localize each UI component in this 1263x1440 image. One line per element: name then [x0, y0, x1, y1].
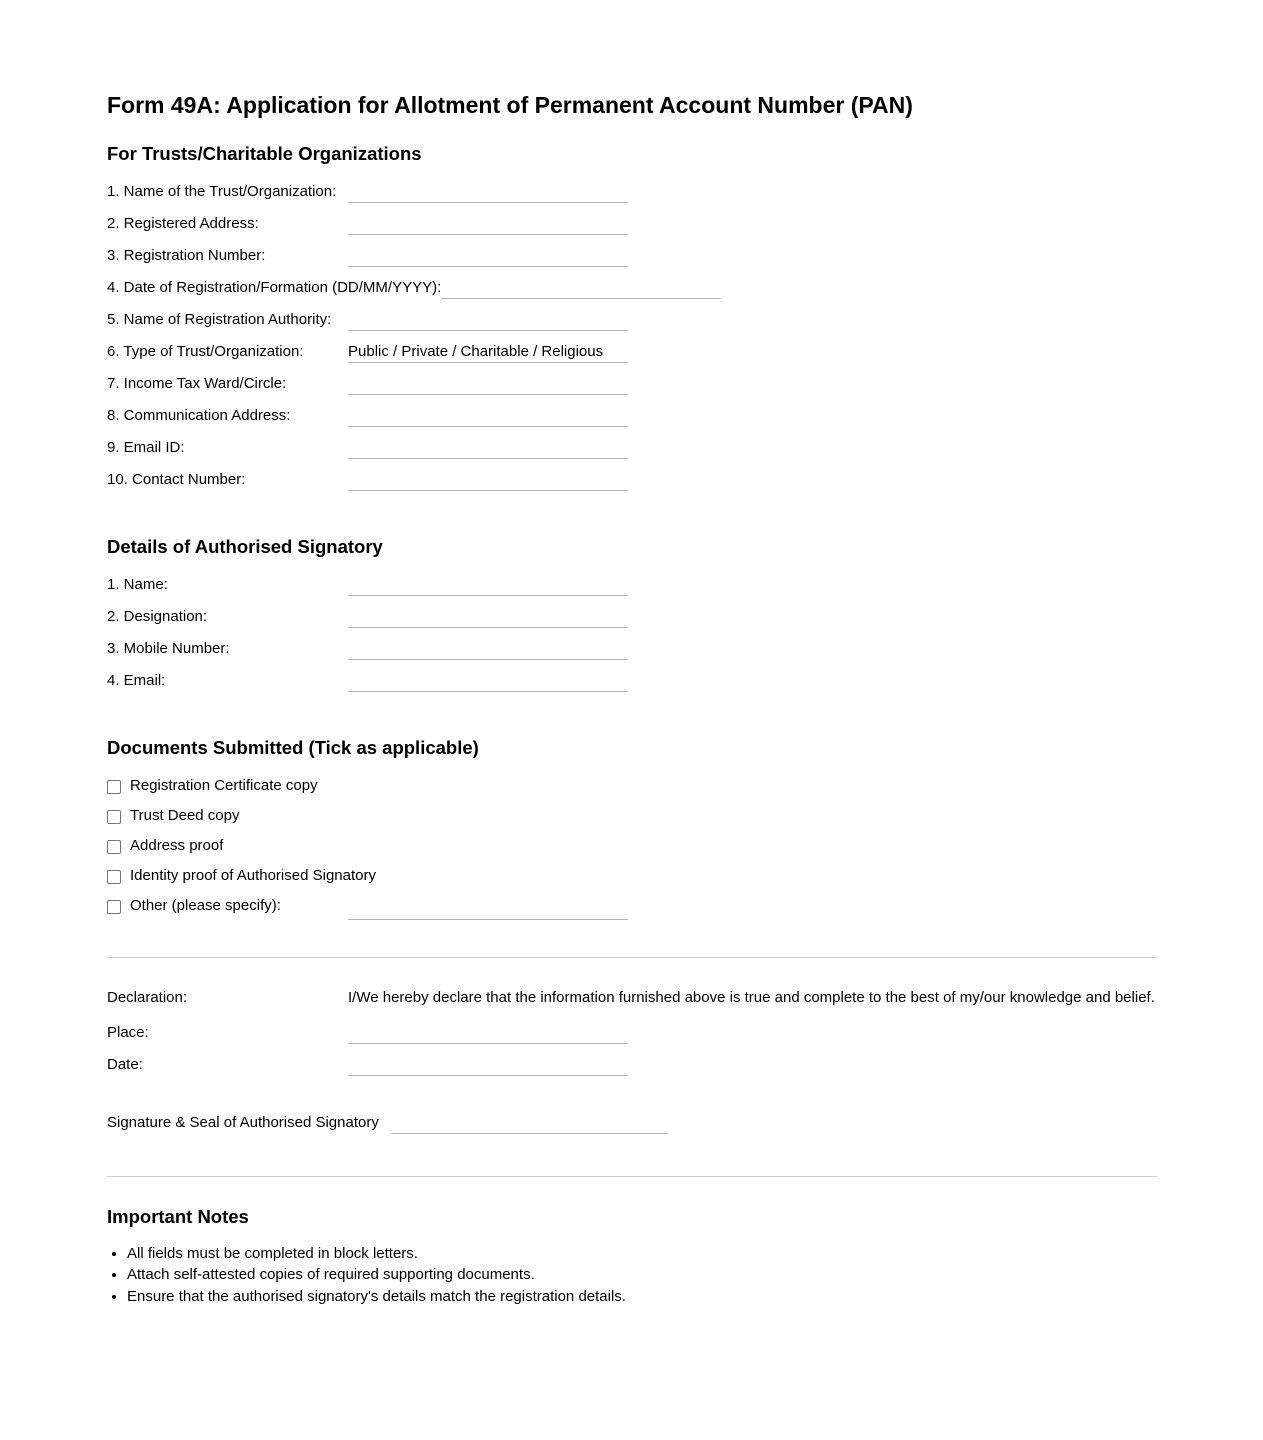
contact-number-input-line[interactable] [348, 469, 628, 491]
documents-section-heading: Documents Submitted (Tick as applicable) [107, 737, 479, 758]
other-specify-input-line[interactable] [348, 898, 628, 920]
signature-input-line[interactable] [391, 1112, 668, 1134]
registration-date-input-line[interactable] [441, 277, 721, 299]
signatory-mobile-input-line[interactable] [348, 638, 628, 660]
field-label: 2. Registered Address: [107, 215, 259, 232]
registration-number-input-line[interactable] [348, 245, 628, 267]
field-row-signatory-designation [107, 606, 1157, 628]
checkbox-row-other [107, 895, 1157, 920]
field-row-registered-address [107, 213, 1157, 235]
signatory-designation-input-line[interactable] [348, 606, 628, 628]
trust-type-options-line[interactable]: Public / Private / Charitable / Religious [348, 341, 628, 363]
checkbox-row-trust-deed [107, 805, 1157, 826]
signatory-email-input-line[interactable] [348, 670, 628, 692]
divider-line [107, 957, 1157, 958]
field-label: 9. Email ID: [107, 439, 185, 456]
field-row-communication-address [107, 405, 1157, 427]
registered-address-input-line[interactable] [348, 213, 628, 235]
field-label: 2. Designation: [107, 608, 208, 625]
field-label: 5. Name of Registration Authority: [107, 311, 332, 328]
divider-line [107, 1176, 1157, 1177]
place-input-line[interactable] [348, 1022, 628, 1044]
field-row-signature [107, 1112, 1157, 1134]
field-row-registration-number [107, 245, 1157, 267]
checkbox-label: Address proof [130, 837, 224, 854]
trust-name-input-line[interactable] [348, 181, 628, 203]
declaration-text: I/We hereby declare that the information furnished above is true and complete to the best of my/our knowledge and belief. [348, 988, 1155, 1006]
field-row-trust-name [107, 181, 1157, 203]
field-label: Date: [107, 1055, 143, 1073]
note-item: • Attach self-attested copies of required supporting documents. [127, 1264, 1157, 1286]
notes-section-heading: Important Notes [107, 1205, 249, 1227]
field-label: 3. Registration Number: [107, 247, 266, 264]
field-row-email-id [107, 437, 1157, 459]
field-label: 1. Name of the Trust/Organization: [107, 183, 337, 200]
checkbox-row-address-proof [107, 835, 1157, 856]
checkbox-row-registration-certificate [107, 775, 1157, 796]
field-row-signatory-email [107, 670, 1157, 692]
field-row-place [107, 1022, 1157, 1044]
field-row-date [107, 1054, 1157, 1076]
field-label: 7. Income Tax Ward/Circle: [107, 375, 287, 392]
note-item: • All fields must be completed in block letters. [127, 1243, 1157, 1265]
declaration-label: Declaration: [107, 988, 188, 1006]
field-label: 10. Contact Number: [107, 471, 246, 488]
form-subtitle: For Trusts/Charitable Organizations [107, 143, 422, 164]
checkbox-label: Registration Certificate copy [130, 777, 318, 794]
field-row-registration-authority [107, 309, 1157, 331]
field-label: 6. Type of Trust/Organization: [107, 343, 304, 360]
field-label: 4. Email: [107, 672, 166, 689]
field-row-signatory-name [107, 574, 1157, 596]
field-row-tax-ward [107, 373, 1157, 395]
field-row-registration-date [107, 277, 1157, 299]
form-title: Form 49A: Application for Allotment of Permanent Account Number (PAN) [107, 92, 913, 118]
other-document-checkbox[interactable] [107, 900, 121, 914]
email-id-input-line[interactable] [348, 437, 628, 459]
checkbox-label: Trust Deed copy [130, 807, 240, 824]
note-item: • Ensure that the authorised signatory's details match the registration details. [127, 1286, 1157, 1308]
registration-certificate-checkbox[interactable] [107, 780, 121, 794]
identity-proof-checkbox[interactable] [107, 870, 121, 884]
signatory-section-heading: Details of Authorised Signatory [107, 536, 383, 557]
field-label: 3. Mobile Number: [107, 640, 230, 657]
field-label: 4. Date of Registration/Formation (DD/MM/YYYY): [107, 279, 442, 296]
trust-deed-checkbox[interactable] [107, 810, 121, 824]
field-label: 8. Communication Address: [107, 407, 291, 424]
tax-ward-input-line[interactable] [348, 373, 628, 395]
declaration-paragraph [107, 984, 1157, 1012]
communication-address-input-line[interactable] [348, 405, 628, 427]
registration-authority-input-line[interactable] [348, 309, 628, 331]
checkbox-label: Identity proof of Authorised Signatory [130, 867, 376, 884]
address-proof-checkbox[interactable] [107, 840, 121, 854]
signatory-name-input-line[interactable] [348, 574, 628, 596]
checkbox-row-identity-proof [107, 865, 1157, 886]
date-input-line[interactable] [348, 1054, 628, 1076]
field-label: Place: [107, 1023, 149, 1041]
field-row-signatory-mobile [107, 638, 1157, 660]
signature-label: Signature & Seal of Authorised Signatory [107, 1113, 379, 1131]
checkbox-label: Other (please specify): [130, 897, 281, 914]
field-label: 1. Name: [107, 576, 168, 593]
notes-list [107, 1243, 1157, 1308]
field-row-trust-type [107, 341, 1157, 363]
field-row-contact-number [107, 469, 1157, 491]
